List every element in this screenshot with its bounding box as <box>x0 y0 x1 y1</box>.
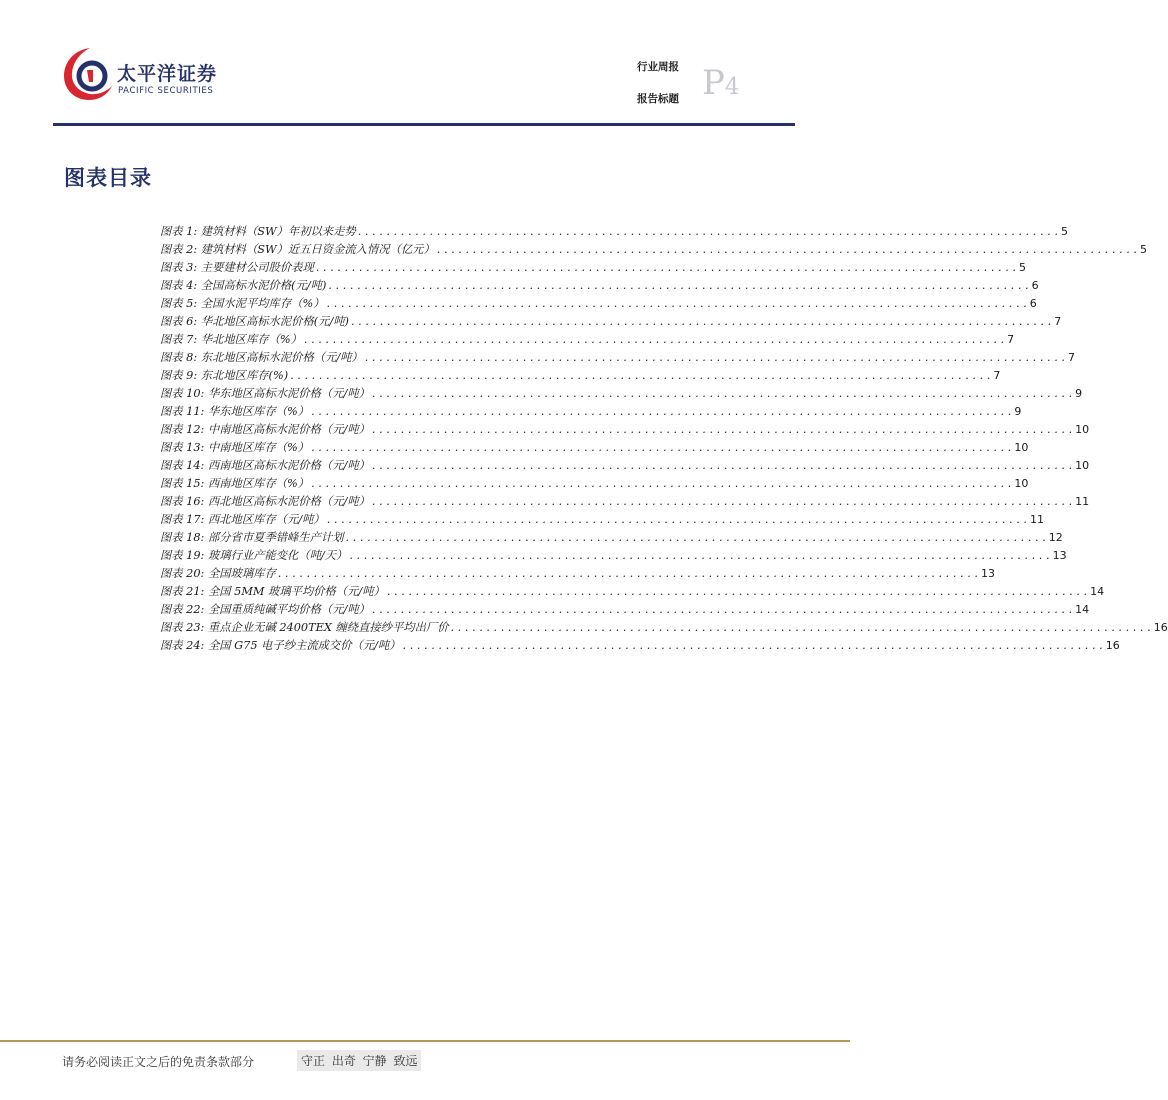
toc-leader-dots: . . . . . . . . . . . . . . . . . . . . . . . . . . . . . . . . . . . . . . . . . . . . . . . . . . . . . . . . . . . . . . . . . . . . . . . . . . . . . . . . . . . . . . . . . . . . . . . . . . <box>277 567 978 580</box>
toc-entry-page: 14 <box>1075 603 1090 616</box>
toc-entry-label: 图表 2: 建筑材料（SW）近五日资金流入情况（亿元） <box>160 243 435 256</box>
toc-entry[interactable] <box>160 331 1015 349</box>
toc-entry[interactable] <box>160 601 1090 619</box>
toc-leader-dots: . . . . . . . . . . . . . . . . . . . . . . . . . . . . . . . . . . . . . . . . . . . . . . . . . . . . . . . . . . . . . . . . . . . . . . . . . . . . . . . . . . . . . . . . . . . . . . . . . . <box>371 423 1073 436</box>
toc-entry[interactable] <box>160 421 1090 439</box>
toc-entry-page: 10 <box>1014 477 1029 490</box>
toc-leader-dots: . . . . . . . . . . . . . . . . . . . . . . . . . . . . . . . . . . . . . . . . . . . . . . . . . . . . . . . . . . . . . . . . . . . . . . . . . . . . . . . . . . . . . . . . . . . . . . . . . . <box>328 279 1029 292</box>
toc-entry-page: 9 <box>1014 405 1022 418</box>
toc-entry-label: 图表 14: 西南地区高标水泥价格（元/吨） <box>160 459 370 472</box>
toc-leader-dots: . . . . . . . . . . . . . . . . . . . . . . . . . . . . . . . . . . . . . . . . . . . . . . . . . . . . . . . . . . . . . . . . . . . . . . . . . . . . . . . . . . . . . . . . . . . . . . . . . . <box>386 585 1088 598</box>
toc-entry-label: 图表 22: 全国重质纯碱平均价格（元/吨） <box>160 603 370 616</box>
toc-entry[interactable] <box>160 493 1090 511</box>
toc-entry-label: 图表 8: 东北地区高标水泥价格（元/吨） <box>160 351 363 364</box>
toc-leader-dots: . . . . . . . . . . . . . . . . . . . . . . . . . . . . . . . . . . . . . . . . . . . . . . . . . . . . . . . . . . . . . . . . . . . . . . . . . . . . . . . . . . . . . . . . . . . . . . . . . . <box>345 531 1046 544</box>
toc-leader-dots: . . . . . . . . . . . . . . . . . . . . . . . . . . . . . . . . . . . . . . . . . . . . . . . . . . . . . . . . . . . . . . . . . . . . . . . . . . . . . . . . . . . . . . . . . . . . . . . . . . <box>371 387 1073 400</box>
toc-entry[interactable] <box>160 223 1068 241</box>
toc-entry[interactable] <box>160 349 1075 367</box>
toc-entry-page: 12 <box>1048 531 1063 544</box>
toc-entry-label: 图表 16: 西北地区高标水泥价格（元/吨） <box>160 495 370 508</box>
toc-entry-page: 10 <box>1014 441 1029 454</box>
brand-name-en: PACIFIC SECURITIES <box>118 86 214 96</box>
toc-leader-dots: . . . . . . . . . . . . . . . . . . . . . . . . . . . . . . . . . . . . . . . . . . . . . . . . . . . . . . . . . . . . . . . . . . . . . . . . . . . . . . . . . . . . . . . . . . . . . . . . . . <box>364 351 1065 364</box>
toc-entry[interactable] <box>160 385 1083 403</box>
toc-title: 图表目录 <box>64 166 152 190</box>
report-type: 行业周报 <box>637 61 679 73</box>
toc-entry[interactable] <box>160 475 1029 493</box>
toc-leader-dots: . . . . . . . . . . . . . . . . . . . . . . . . . . . . . . . . . . . . . . . . . . . . . . . . . . . . . . . . . . . . . . . . . . . . . . . . . . . . . . . . . . . . . . . . . . . . . . . . . . <box>350 315 1052 328</box>
toc-leader-dots: . . . . . . . . . . . . . . . . . . . . . . . . . . . . . . . . . . . . . . . . . . . . . . . . . . . . . . . . . . . . . . . . . . . . . . . . . . . . . . . . . . . . . . . . . . . . . . . . . . <box>371 459 1073 472</box>
toc-entry-page: 16 <box>1105 639 1120 652</box>
toc-leader-dots: . . . . . . . . . . . . . . . . . . . . . . . . . . . . . . . . . . . . . . . . . . . . . . . . . . . . . . . . . . . . . . . . . . . . . . . . . . . . . . . . . . . . . . . . . . . . . . . . . . <box>371 603 1073 616</box>
toc-entry-page: 5 <box>1019 261 1026 274</box>
header-divider <box>53 123 795 126</box>
toc-entry-label: 图表 15: 西南地区库存（%） <box>160 477 310 490</box>
toc-entry-label: 图表 23: 重点企业无碱 2400TEX 缠绕直接纱平均出厂价 <box>160 621 449 634</box>
toc-entry-page: 9 <box>1075 387 1083 400</box>
toc-entry[interactable] <box>160 457 1090 475</box>
footer-divider <box>0 1040 850 1042</box>
toc-entry-page: 6 <box>1029 297 1037 310</box>
toc-leader-dots: . . . . . . . . . . . . . . . . . . . . . . . . . . . . . . . . . . . . . . . . . . . . . . . . . . . . . . . . . . . . . . . . . . . . . . . . . . . . . . . . . . . . . . . . . . . . . . . . . . <box>311 477 1012 490</box>
toc-entry-page: 7 <box>993 369 1001 382</box>
toc-entry-label: 图表 21: 全国 5MM 玻璃平均价格（元/吨） <box>160 585 385 598</box>
toc-entry[interactable] <box>160 637 1120 655</box>
toc-leader-dots: . . . . . . . . . . . . . . . . . . . . . . . . . . . . . . . . . . . . . . . . . . . . . . . . . . . . . . . . . . . . . . . . . . . . . . . . . . . . . . . . . . . . . . . . . . . . . . . . . . <box>326 513 1027 526</box>
toc-entry-page: 10 <box>1075 459 1090 472</box>
toc-entry-label: 图表 20: 全国玻璃库存 <box>160 567 276 580</box>
toc-entry-label: 图表 4: 全国高标水泥价格(元/吨) <box>160 279 327 292</box>
toc-entry[interactable] <box>160 547 1067 565</box>
toc-entry-label: 图表 10: 华东地区高标水泥价格（元/吨） <box>160 387 370 400</box>
toc-entry[interactable] <box>160 313 1062 331</box>
toc-entry-page: 5 <box>1140 243 1148 256</box>
brand-name-cn: 太平洋证券 <box>117 63 218 85</box>
toc-entry-label: 图表 12: 中南地区高标水泥价格（元/吨） <box>160 423 370 436</box>
toc-entry-page: 13 <box>1052 549 1067 562</box>
toc-entry-page: 11 <box>1029 513 1044 526</box>
toc-entry-label: 图表 5: 全国水泥平均库存（%） <box>160 297 325 310</box>
toc-entry-page: 7 <box>1007 333 1015 346</box>
page-number <box>702 63 740 103</box>
toc-leader-dots: . . . . . . . . . . . . . . . . . . . . . . . . . . . . . . . . . . . . . . . . . . . . . . . . . . . . . . . . . . . . . . . . . . . . . . . . . . . . . . . . . . . . . . . . . . . . . . . . . . <box>303 333 1005 346</box>
toc-leader-dots: . . . . . . . . . . . . . . . . . . . . . . . . . . . . . . . . . . . . . . . . . . . . . . . . . . . . . . . . . . . . . . . . . . . . . . . . . . . . . . . . . . . . . . . . . . . . . . . . . . <box>326 297 1027 310</box>
toc-entry-page: 14 <box>1090 585 1105 598</box>
toc-entry-label: 图表 7: 华北地区库存（%） <box>160 333 302 346</box>
toc-entry-label: 图表 17: 西北地区库存（元/吨） <box>160 513 325 526</box>
toc-leader-dots: . . . . . . . . . . . . . . . . . . . . . . . . . . . . . . . . . . . . . . . . . . . . . . . . . . . . . . . . . . . . . . . . . . . . . . . . . . . . . . . . . . . . . . . . . . . . . . . . . . <box>402 639 1103 652</box>
toc-entry[interactable] <box>160 241 1148 259</box>
toc-leader-dots: . . . . . . . . . . . . . . . . . . . . . . . . . . . . . . . . . . . . . . . . . . . . . . . . . . . . . . . . . . . . . . . . . . . . . . . . . . . . . . . . . . . . . . . . . . . . . . . . . . <box>349 549 1050 562</box>
toc-entry[interactable] <box>160 259 1026 277</box>
toc-entry[interactable] <box>160 367 1001 385</box>
toc-entry-label: 图表 3: 主要建材公司股价表现 <box>160 261 314 274</box>
toc-entry-page: 6 <box>1031 279 1039 292</box>
toc-entry[interactable] <box>160 511 1044 529</box>
toc-entry-page: 10 <box>1075 423 1090 436</box>
toc-leader-dots: . . . . . . . . . . . . . . . . . . . . . . . . . . . . . . . . . . . . . . . . . . . . . . . . . . . . . . . . . . . . . . . . . . . . . . . . . . . . . . . . . . . . . . . . . . . . . . . . . . <box>436 243 1138 256</box>
toc-entry-label: 图表 24: 全国 G75 电子纱主流成交价（元/吨） <box>160 639 401 652</box>
toc-leader-dots: . . . . . . . . . . . . . . . . . . . . . . . . . . . . . . . . . . . . . . . . . . . . . . . . . . . . . . . . . . . . . . . . . . . . . . . . . . . . . . . . . . . . . . . . . . . . . . . . . . <box>371 495 1073 508</box>
toc-leader-dots: . . . . . . . . . . . . . . . . . . . . . . . . . . . . . . . . . . . . . . . . . . . . . . . . . . . . . . . . . . . . . . . . . . . . . . . . . . . . . . . . . . . . . . . . . . . . . . . . . . <box>290 369 991 382</box>
toc-entry-page: 5 <box>1060 225 1068 238</box>
toc-entry[interactable] <box>160 439 1029 457</box>
toc-entry-label: 图表 6: 华北地区高标水泥价格(元/吨) <box>160 315 349 328</box>
toc-entry-page: 11 <box>1075 495 1090 508</box>
toc-entry-label: 图表 1: 建筑材料（SW）年初以来走势 <box>160 225 356 238</box>
toc-entry-label: 图表 11: 华东地区库存（%） <box>160 405 310 418</box>
toc-leader-dots: . . . . . . . . . . . . . . . . . . . . . . . . . . . . . . . . . . . . . . . . . . . . . . . . . . . . . . . . . . . . . . . . . . . . . . . . . . . . . . . . . . . . . . . . . . . . . . . . . . <box>450 621 1151 634</box>
toc-entry-page: 13 <box>981 567 995 580</box>
toc-entry[interactable] <box>160 583 1105 601</box>
toc-entry[interactable] <box>160 277 1039 295</box>
pacific-securities-logo-icon <box>60 44 116 104</box>
toc-entry[interactable] <box>160 619 1168 637</box>
report-title: 报告标题 <box>637 93 679 105</box>
toc-entry-label: 图表 9: 东北地区库存(%) <box>160 369 289 382</box>
toc-leader-dots: . . . . . . . . . . . . . . . . . . . . . . . . . . . . . . . . . . . . . . . . . . . . . . . . . . . . . . . . . . . . . . . . . . . . . . . . . . . . . . . . . . . . . . . . . . . . . . . . . . <box>311 441 1012 454</box>
toc-entry[interactable] <box>160 403 1022 421</box>
toc-entry-label: 图表 19: 玻璃行业产能变化（吨/天） <box>160 549 348 562</box>
footer-disclaimer: 请务必阅读正文之后的免责条款部分 <box>62 1055 255 1069</box>
toc-leader-dots: . . . . . . . . . . . . . . . . . . . . . . . . . . . . . . . . . . . . . . . . . . . . . . . . . . . . . . . . . . . . . . . . . . . . . . . . . . . . . . . . . . . . . . . . . . . . . . . . . . <box>357 225 1058 238</box>
toc-entry-page: 7 <box>1054 315 1062 328</box>
toc-entry-label: 图表 18: 部分省市夏季错峰生产计划 <box>160 531 344 544</box>
toc-entry-page: 16 <box>1153 621 1168 634</box>
toc-leader-dots: . . . . . . . . . . . . . . . . . . . . . . . . . . . . . . . . . . . . . . . . . . . . . . . . . . . . . . . . . . . . . . . . . . . . . . . . . . . . . . . . . . . . . . . . . . . . . . . . . . <box>311 405 1012 418</box>
toc-entry-page: 7 <box>1067 351 1075 364</box>
toc-entry-label: 图表 13: 中南地区库存（%） <box>160 441 310 454</box>
toc-leader-dots: . . . . . . . . . . . . . . . . . . . . . . . . . . . . . . . . . . . . . . . . . . . . . . . . . . . . . . . . . . . . . . . . . . . . . . . . . . . . . . . . . . . . . . . . . . . . . . . . . . <box>315 261 1016 274</box>
toc-entry[interactable] <box>160 529 1063 547</box>
page-number-value: 4 <box>724 74 740 100</box>
page-letter: P <box>702 63 725 103</box>
toc-list <box>160 223 1168 655</box>
toc-entry[interactable] <box>160 565 995 583</box>
footer-motto: 守正 出奇 宁静 致远 <box>297 1050 421 1071</box>
company-logo <box>60 44 260 114</box>
toc-entry[interactable] <box>160 295 1037 313</box>
